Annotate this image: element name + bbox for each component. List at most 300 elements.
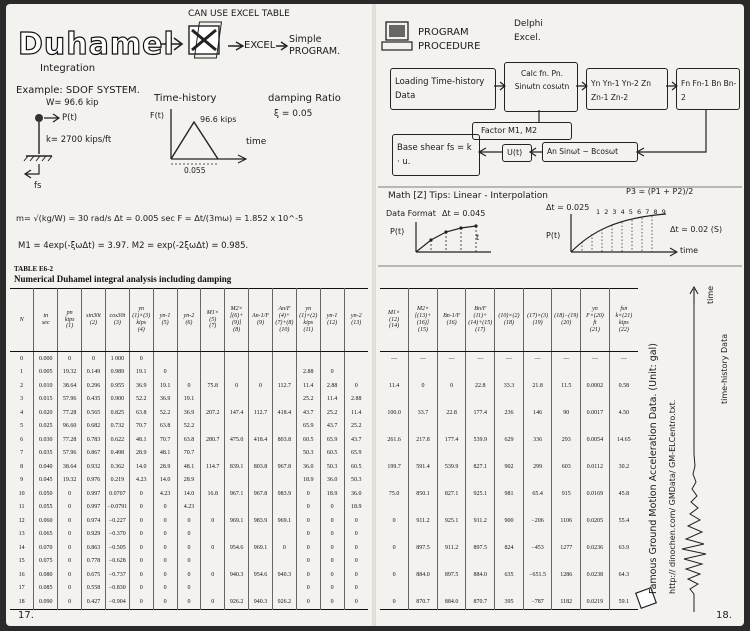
table-cell: 0 bbox=[129, 541, 153, 555]
table-cell bbox=[552, 474, 581, 488]
table-cell bbox=[609, 366, 638, 380]
table-cell bbox=[380, 555, 409, 569]
table-cell: 539.9 bbox=[437, 460, 466, 474]
table-cell: 0.005 bbox=[34, 366, 58, 380]
table-cell bbox=[409, 474, 438, 488]
table-cell: 0.0236 bbox=[581, 541, 610, 555]
table-cell bbox=[201, 447, 225, 461]
table-cell bbox=[552, 447, 581, 461]
table-cell: 43.7 bbox=[296, 406, 320, 420]
dt-label-1: Δt = 0.045 bbox=[442, 209, 486, 218]
table-cell bbox=[249, 393, 273, 407]
table-cell bbox=[380, 582, 409, 596]
table-cell: 4 bbox=[20, 409, 24, 416]
table-cell bbox=[249, 420, 273, 434]
table-cell: 14 bbox=[18, 544, 25, 551]
table-cell: 8 bbox=[20, 463, 24, 470]
table-cell: 4.23 bbox=[153, 487, 177, 501]
table-cell: 0 bbox=[129, 501, 153, 515]
table-cell: 0 bbox=[201, 541, 225, 555]
duhamel-title: Duhamel bbox=[18, 27, 175, 62]
stiffness-label: k= 2700 kips/ft bbox=[46, 135, 112, 145]
left-table-header-12: yn (1)×(2) kips (11) bbox=[296, 289, 320, 352]
table-cell: 112.7 bbox=[249, 406, 273, 420]
table-cell bbox=[523, 393, 552, 407]
table-cell: 0 bbox=[344, 555, 368, 569]
table-cell bbox=[201, 393, 225, 407]
table-cell: 16.8 bbox=[201, 487, 225, 501]
table-cell: 9 bbox=[20, 477, 24, 484]
left-table-header-4: cos30t (3) bbox=[105, 289, 129, 352]
table-cell: 827.1 bbox=[437, 487, 466, 501]
table-cell: 16 bbox=[18, 571, 25, 578]
table-cell bbox=[466, 474, 495, 488]
table-cell bbox=[344, 366, 368, 380]
table-cell: 75.0 bbox=[388, 490, 400, 497]
table-cell: 2 bbox=[20, 382, 24, 389]
table-cell: 0 bbox=[296, 595, 320, 609]
left-table-header-1: tn sec bbox=[34, 289, 58, 352]
table-row bbox=[10, 352, 368, 366]
table-cell: 0 bbox=[177, 379, 201, 393]
table-cell: 0 bbox=[58, 514, 82, 528]
table-cell: 0 bbox=[201, 595, 225, 609]
table-cell: 0.675 bbox=[82, 568, 106, 582]
table-cell: 954.6 bbox=[225, 541, 249, 555]
table-title: Numerical Duhamel integral analysis including damping bbox=[14, 274, 232, 284]
table-cell: 0 bbox=[344, 582, 368, 596]
table-cell bbox=[249, 582, 273, 596]
table-cell: 0.558 bbox=[82, 582, 106, 596]
table-cell bbox=[272, 393, 296, 407]
table-cell: 635 bbox=[495, 568, 524, 582]
damping-title: damping Ratio bbox=[268, 93, 341, 104]
table-cell: 36.0 bbox=[320, 474, 344, 488]
flow-box-ut: U(t) bbox=[502, 144, 532, 162]
table-cell: 11 bbox=[18, 504, 25, 511]
table-cell: 0 bbox=[58, 501, 82, 515]
table-cell bbox=[552, 582, 581, 596]
table-cell: 954.6 bbox=[249, 568, 273, 582]
table-cell: 28.9 bbox=[153, 460, 177, 474]
table-cell: 30.2 bbox=[609, 460, 638, 474]
table-cell: 15 bbox=[18, 558, 25, 565]
table-cell: 7 bbox=[20, 450, 24, 457]
table-cell: 19.1 bbox=[153, 379, 177, 393]
table-cell: 33.7 bbox=[409, 406, 438, 420]
table-cell: −0.737 bbox=[105, 568, 129, 582]
table-cell bbox=[437, 366, 466, 380]
table-cell bbox=[225, 474, 249, 488]
t-axis-label: t bbox=[476, 233, 480, 242]
table-cell: 0 bbox=[225, 379, 249, 393]
table-cell: 28.9 bbox=[177, 474, 201, 488]
table-cell bbox=[201, 582, 225, 596]
table-cell: 0.976 bbox=[82, 474, 106, 488]
right-table-header-1: M2× [(13)+(16)] (15) bbox=[409, 289, 438, 352]
table-row bbox=[380, 582, 638, 596]
table-cell bbox=[495, 366, 524, 380]
flow-box-anb: An Sinωt − Bcosωt bbox=[542, 142, 638, 162]
page-number-left: 17. bbox=[18, 610, 34, 621]
table-cell: 3 bbox=[20, 396, 24, 403]
table-cell: — bbox=[391, 355, 398, 362]
table-cell bbox=[225, 582, 249, 596]
force-label: P(t) bbox=[62, 113, 78, 123]
table-cell bbox=[437, 582, 466, 596]
table-cell: 983.9 bbox=[272, 487, 296, 501]
table-cell: 77.28 bbox=[58, 433, 82, 447]
table-cell bbox=[495, 555, 524, 569]
table-id: TABLE E6-2 bbox=[14, 265, 53, 273]
table-cell: 0.932 bbox=[82, 460, 106, 474]
table-cell bbox=[320, 352, 344, 366]
table-cell: 418.4 bbox=[249, 433, 273, 447]
table-row bbox=[380, 366, 638, 380]
table-cell: 0 bbox=[392, 571, 396, 578]
table-row bbox=[380, 420, 638, 434]
table-cell bbox=[249, 528, 273, 542]
table-cell: 11.4 bbox=[388, 382, 400, 389]
table-row bbox=[10, 420, 368, 434]
right-table-header-4: (10)×(2) (18) bbox=[495, 289, 524, 352]
table-cell: 0.085 bbox=[34, 582, 58, 596]
table-cell: 926.2 bbox=[272, 595, 296, 609]
table-cell: 0 bbox=[320, 541, 344, 555]
table-cell bbox=[552, 366, 581, 380]
table-cell bbox=[409, 420, 438, 434]
table-cell: 940.3 bbox=[272, 568, 296, 582]
table-cell: 0 bbox=[20, 355, 24, 362]
table-cell: 0.974 bbox=[82, 514, 106, 528]
table-cell: 36.0 bbox=[296, 460, 320, 474]
table-cell: 0.435 bbox=[82, 393, 106, 407]
table-cell: 14.65 bbox=[609, 433, 638, 447]
table-cell: 0 bbox=[320, 582, 344, 596]
table-row bbox=[380, 541, 638, 555]
table-cell: — bbox=[409, 352, 438, 366]
table-cell: 48.1 bbox=[129, 433, 153, 447]
table-cell bbox=[609, 501, 638, 515]
table-cell: 18.9 bbox=[344, 501, 368, 515]
table-cell bbox=[581, 501, 610, 515]
table-cell: 147.4 bbox=[225, 406, 249, 420]
table-cell: 969.1 bbox=[225, 514, 249, 528]
table-cell: 0.58 bbox=[609, 379, 638, 393]
table-cell: 870.7 bbox=[409, 595, 438, 609]
table-cell: 897.5 bbox=[437, 568, 466, 582]
table-cell: 2.88 bbox=[320, 379, 344, 393]
table-cell: 967.1 bbox=[225, 487, 249, 501]
table-row bbox=[380, 555, 638, 569]
table-cell: 0 bbox=[296, 582, 320, 596]
table-cell: 146 bbox=[523, 406, 552, 420]
table-cell: 0 bbox=[344, 379, 368, 393]
time-history-data-label: time-history Data bbox=[720, 333, 729, 404]
table-cell: 0.989 bbox=[105, 366, 129, 380]
table-cell bbox=[225, 555, 249, 569]
table-cell bbox=[552, 393, 581, 407]
left-table-header-7: yn-2 (6) bbox=[177, 289, 201, 352]
table-cell: 50.3 bbox=[344, 474, 368, 488]
table-cell: 13 bbox=[18, 531, 25, 538]
table-cell: 14.0 bbox=[153, 474, 177, 488]
table-cell: 870.7 bbox=[466, 595, 495, 609]
table-cell: 0 bbox=[177, 595, 201, 609]
table-cell bbox=[437, 393, 466, 407]
table-cell bbox=[466, 501, 495, 515]
table-cell: 884.0 bbox=[409, 568, 438, 582]
table-cell bbox=[495, 501, 524, 515]
table-row bbox=[10, 555, 368, 569]
table-cell: — bbox=[466, 352, 495, 366]
table-cell: 207.2 bbox=[201, 406, 225, 420]
left-table-header-8: M1× (5) (7) bbox=[201, 289, 225, 352]
table-cell: 1277 bbox=[552, 541, 581, 555]
table-cell: 70.7 bbox=[177, 447, 201, 461]
table-cell: 36.9 bbox=[153, 393, 177, 407]
table-row bbox=[10, 447, 368, 461]
table-cell: — bbox=[609, 352, 638, 366]
table-cell: −0.904 bbox=[105, 595, 129, 609]
table-cell bbox=[380, 420, 409, 434]
table-cell: 0 bbox=[58, 528, 82, 542]
table-row bbox=[380, 379, 638, 393]
table-row bbox=[380, 528, 638, 542]
left-table-header-14: yn-2 (13) bbox=[344, 289, 368, 352]
table-cell: 0 bbox=[153, 501, 177, 515]
table-cell: 0 bbox=[296, 555, 320, 569]
table-cell: 969.1 bbox=[249, 541, 273, 555]
table-cell bbox=[380, 474, 409, 488]
table-cell: 0 bbox=[201, 568, 225, 582]
table-cell: 55.4 bbox=[609, 514, 638, 528]
table-cell: 0.149 bbox=[82, 366, 106, 380]
table-row bbox=[10, 366, 368, 380]
table-cell: 63.9 bbox=[609, 541, 638, 555]
table-cell: 217.8 bbox=[409, 433, 438, 447]
table-cell: 96.60 bbox=[58, 420, 82, 434]
table-cell bbox=[495, 528, 524, 542]
table-cell: 11.4 bbox=[296, 379, 320, 393]
duration-label: 0.055 bbox=[184, 166, 206, 175]
table-cell bbox=[523, 582, 552, 596]
table-cell: 395 bbox=[495, 595, 524, 609]
table-cell: 940.3 bbox=[225, 568, 249, 582]
table-row bbox=[10, 568, 368, 582]
duhamel-table-right bbox=[380, 288, 638, 610]
table-cell: 0 bbox=[344, 568, 368, 582]
table-cell: −0.227 bbox=[105, 514, 129, 528]
table-cell: 0 bbox=[320, 528, 344, 542]
table-cell bbox=[201, 474, 225, 488]
right-page bbox=[376, 4, 744, 626]
table-cell: 0 bbox=[153, 366, 177, 380]
flow-box-calc: Calc fn. Pn. Sinωtn cosωtn bbox=[504, 62, 578, 112]
table-cell: 0.778 bbox=[82, 555, 106, 569]
table-row bbox=[380, 447, 638, 461]
table-cell bbox=[380, 528, 409, 542]
table-cell: 2.88 bbox=[344, 393, 368, 407]
table-row bbox=[10, 460, 368, 474]
table-cell: 0 bbox=[320, 595, 344, 609]
table-cell: 12 bbox=[18, 517, 25, 524]
table-cell bbox=[552, 420, 581, 434]
data-format-label: Data Format bbox=[386, 209, 436, 218]
table-cell: 902 bbox=[495, 460, 524, 474]
table-cell: 0 bbox=[177, 568, 201, 582]
table-cell: −453 bbox=[523, 541, 552, 555]
table-cell bbox=[225, 501, 249, 515]
dt-label-3: Δt = 0.02 (S) bbox=[670, 225, 723, 234]
table-row bbox=[380, 501, 638, 515]
dt-label-2: Δt = 0.025 bbox=[546, 203, 590, 212]
table-cell: 0.010 bbox=[34, 379, 58, 393]
table-cell: 0.0054 bbox=[581, 433, 610, 447]
table-cell bbox=[201, 352, 225, 366]
table-cell bbox=[437, 528, 466, 542]
table-cell: 43.7 bbox=[320, 420, 344, 434]
table-cell: 64.3 bbox=[609, 568, 638, 582]
table-cell: 0.030 bbox=[34, 433, 58, 447]
table-cell: 59.1 bbox=[609, 595, 638, 609]
table-cell: −0.370 bbox=[105, 528, 129, 542]
table-cell: 25.2 bbox=[320, 406, 344, 420]
table-cell: 0 bbox=[344, 595, 368, 609]
table-cell: 0 bbox=[82, 352, 106, 366]
table-cell bbox=[466, 366, 495, 380]
table-cell bbox=[437, 555, 466, 569]
table-cell: 112.7 bbox=[272, 379, 296, 393]
table-cell: 50.3 bbox=[296, 447, 320, 461]
table-cell bbox=[380, 447, 409, 461]
table-cell: 10 bbox=[18, 490, 25, 497]
table-cell: 19.32 bbox=[58, 474, 82, 488]
left-page bbox=[6, 4, 372, 626]
table-cell: 926.2 bbox=[225, 595, 249, 609]
right-table-header-6: (18)−(19) (20) bbox=[552, 289, 581, 352]
table-cell: 0 bbox=[320, 568, 344, 582]
right-table-header-2: Bn-1/F (16) bbox=[437, 289, 466, 352]
left-table-header-11: An/F (4)+(7)+(8) (10) bbox=[272, 289, 296, 352]
table-cell bbox=[272, 352, 296, 366]
table-cell: 1 bbox=[20, 369, 24, 376]
table-cell: 48.1 bbox=[153, 447, 177, 461]
table-cell bbox=[380, 366, 409, 380]
table-cell bbox=[225, 447, 249, 461]
duhamel-table-left bbox=[10, 288, 368, 610]
table-cell: 0.565 bbox=[82, 406, 106, 420]
table-cell: 0.0205 bbox=[581, 514, 610, 528]
table-cell: −0.505 bbox=[105, 541, 129, 555]
table-cell: 0.498 bbox=[105, 447, 129, 461]
table-cell bbox=[380, 501, 409, 515]
table-cell: 0 bbox=[320, 514, 344, 528]
table-cell bbox=[201, 420, 225, 434]
table-cell: 14.0 bbox=[177, 487, 201, 501]
table-cell: 0.427 bbox=[82, 595, 106, 609]
table-cell bbox=[249, 352, 273, 366]
table-cell bbox=[225, 528, 249, 542]
table-cell: 0 bbox=[153, 595, 177, 609]
table-row bbox=[380, 352, 638, 366]
table-cell: 0.0169 bbox=[581, 487, 610, 501]
table-cell: 0 bbox=[58, 487, 82, 501]
table-cell: 4.50 bbox=[609, 406, 638, 420]
table-row bbox=[380, 514, 638, 528]
table-cell: 0 bbox=[392, 598, 396, 605]
table-cell: 63.8 bbox=[129, 406, 153, 420]
table-cell bbox=[437, 474, 466, 488]
table-cell: 0.296 bbox=[82, 379, 106, 393]
table-cell: 0 bbox=[58, 555, 82, 569]
table-row bbox=[10, 487, 368, 501]
table-cell: 1286 bbox=[552, 568, 581, 582]
table-cell: 0 bbox=[58, 582, 82, 596]
table-cell bbox=[609, 447, 638, 461]
table-cell: 925.1 bbox=[466, 487, 495, 501]
delphi-excel-note: Delphi Excel. bbox=[514, 19, 543, 43]
excel-label: EXCEL bbox=[244, 40, 276, 51]
table-cell: 915 bbox=[552, 487, 581, 501]
time-axis-label: time bbox=[246, 137, 267, 147]
table-cell: 0 bbox=[296, 568, 320, 582]
table-cell: 0 bbox=[409, 379, 438, 393]
table-cell bbox=[249, 555, 273, 569]
time-history-title: Time-history bbox=[154, 93, 217, 104]
table-cell: 0.219 bbox=[105, 474, 129, 488]
table-cell: 969.1 bbox=[272, 514, 296, 528]
table-cell: 0 bbox=[296, 487, 320, 501]
table-cell: — bbox=[523, 352, 552, 366]
table-cell: 114.7 bbox=[201, 460, 225, 474]
table-cell: 827.1 bbox=[466, 460, 495, 474]
table-cell bbox=[552, 501, 581, 515]
table-cell: 1106 bbox=[552, 514, 581, 528]
left-table-header-5: yn (1)×(3) kips (4) bbox=[129, 289, 153, 352]
table-cell bbox=[581, 393, 610, 407]
table-cell: 824 bbox=[495, 541, 524, 555]
table-cell: 0.0112 bbox=[581, 460, 610, 474]
table-cell bbox=[272, 420, 296, 434]
integration-subtitle: Integration bbox=[40, 63, 96, 74]
table-row bbox=[10, 393, 368, 407]
table-cell bbox=[466, 555, 495, 569]
table-cell: 0 bbox=[153, 514, 177, 528]
table-cell: 0.0002 bbox=[581, 379, 610, 393]
table-cell: 0 bbox=[296, 501, 320, 515]
table-cell: — bbox=[581, 352, 610, 366]
flow-box-factor: Factor M1, M2 bbox=[472, 122, 572, 140]
table-cell: 90 bbox=[552, 406, 581, 420]
weight-label: W= 96.6 kip bbox=[46, 98, 99, 108]
table-row bbox=[10, 528, 368, 542]
table-cell: 199.7 bbox=[387, 463, 401, 470]
table-cell bbox=[437, 501, 466, 515]
table-cell: 591.4 bbox=[409, 460, 438, 474]
right-table-header-7: yn F×(20) ft (21) bbox=[581, 289, 610, 352]
table-cell: 0 bbox=[296, 528, 320, 542]
table-row bbox=[380, 595, 638, 609]
table-cell: 603 bbox=[552, 460, 581, 474]
table-cell: 897.5 bbox=[409, 541, 438, 555]
table-cell: 0 bbox=[272, 541, 296, 555]
table-cell bbox=[581, 582, 610, 596]
table-cell bbox=[201, 528, 225, 542]
table-cell bbox=[552, 528, 581, 542]
table-cell bbox=[466, 393, 495, 407]
table-cell: 22.8 bbox=[466, 379, 495, 393]
